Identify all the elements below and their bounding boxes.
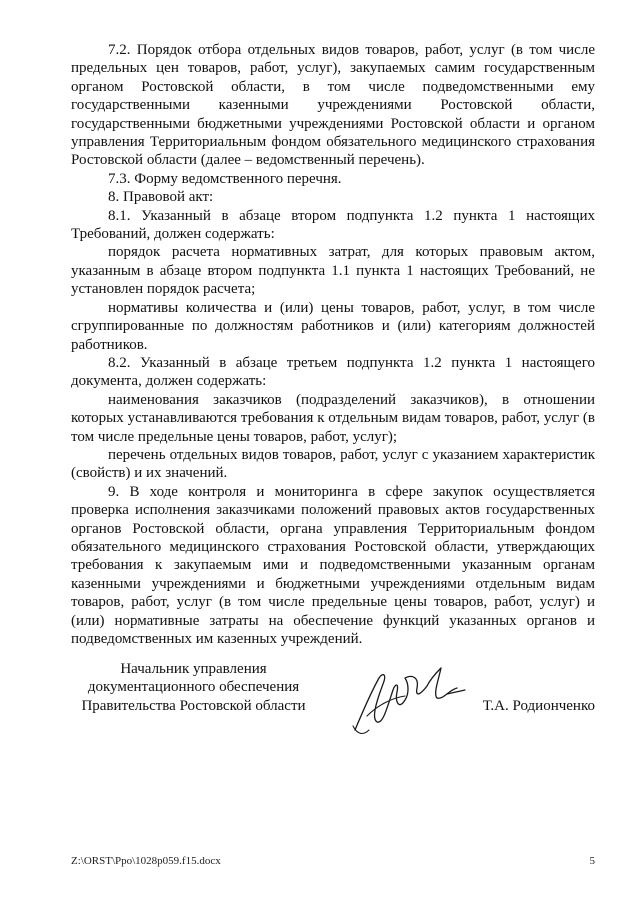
paragraph-8-2-item-1: наименования заказчиков (подразделений заказчиков), в отношении которых устанавливаются требования к отдельным видам товаров, работ, услуг (в том числе предельные цены товаров, работ, услуг);: [71, 391, 595, 445]
paragraph-8: 8. Правовой акт:: [108, 189, 214, 206]
footer-file-path: Z:\ORST\Ppo\1028p059.f15.docx: [71, 855, 221, 867]
page-number: 5: [589, 855, 595, 867]
paragraph-8-2-item-2: перечень отдельных видов товаров, работ, услуг с указанием характеристик (свойств) и их значений.: [71, 446, 595, 482]
paragraph-8-2: 8.2. Указанный в абзаце третьем подпункта 1.2 пункта 1 настоящего документа, должен содержать:: [71, 354, 595, 390]
paragraph-8-1-item-1: порядок расчета нормативных затрат, для которых правовым актом, указанным в абзаце втором подпункта 1.1 пункта 1 настоящих Требований, не установлен порядок расчета;: [71, 244, 595, 298]
signature-block: [71, 660, 595, 740]
paragraph-7-3: 7.3. Форму ведомственного перечня.: [108, 170, 342, 187]
paragraph-8-1-item-2: нормативы количества и (или) цены товаров, работ, услуг, в том числе сгруппированные по должностям работников и (или) категориям должностей работников.: [71, 299, 595, 353]
signatory-name: Т.А. Родионченко: [482, 697, 595, 714]
document-body: [71, 41, 595, 648]
signatory-title-line: документационного обеспечения: [87, 679, 300, 696]
handwritten-signature: [347, 660, 467, 740]
paragraph-7-2: 7.2. Порядок отбора отдельных видов товаров, работ, услуг (в том числе предельных цен товаров, работ, услуг), закупаемых самим государственным органом Ростовской области, в том числе подведомственными ему государственными казенными учреждениями Ростовской области, государственными бюджетными учреждениями Ростовской области и органом управления Территориальным фондом обязательного медицинского страхования Ростовской области (далее – ведомственный перечень).: [71, 42, 595, 169]
paragraph-9: 9. В ходе контроля и мониторинга в сфере закупок осуществляется проверка исполнения заказчиками положений правовых актов государственных органов Ростовской области, органа управления Территориальным фондом обязательного медицинского страхования Ростовской области, утверждающих требования к закупаемым ими и подведомственными указанным органам казенными учреждениями и бюджетными учреждениями отдельным видам товаров, работ, услуг (в том числе предельные цены товаров, работ, услуг) и (или) нормативные затраты на обеспечение функций указанных органов и подведомственных им казенных учреждений.: [71, 483, 595, 647]
signatory-title: [71, 660, 316, 715]
signatory-title-line: Правительства Ростовской области: [81, 697, 306, 714]
signatory-title-line: Начальник управления: [120, 661, 267, 677]
paragraph-8-1: 8.1. Указанный в абзаце втором подпункта 1.2 пункта 1 настоящих Требований, должен содержать:: [71, 207, 595, 243]
